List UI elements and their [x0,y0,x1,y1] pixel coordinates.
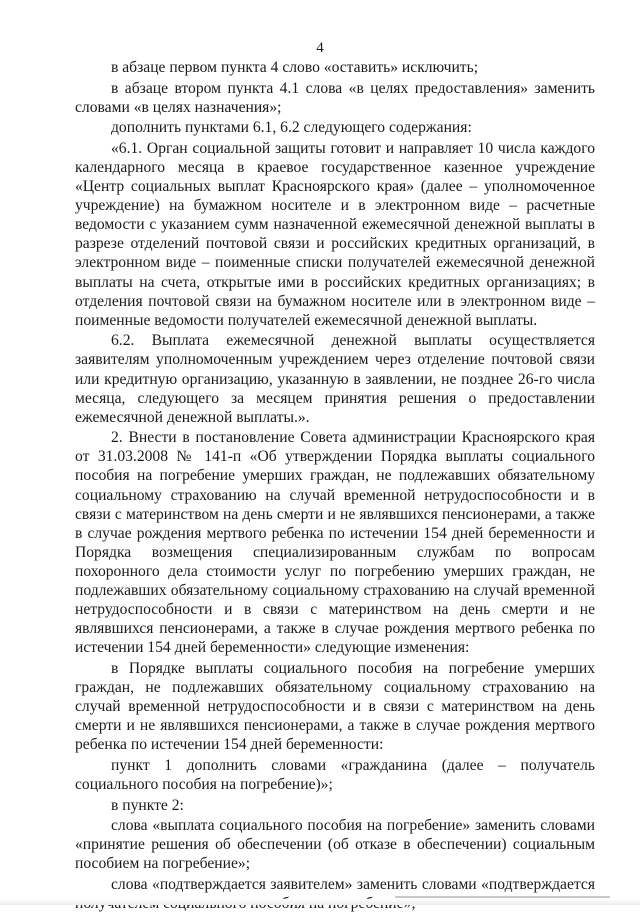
paragraph-3: дополнить пунктами 6.1, 6.2 следующего содержания: [111,119,472,137]
paragraph-1: в абзаце первом пункта 4 слово «оставить» исключить; [111,59,479,76]
scan-artifact [395,896,610,898]
document-body [75,58,595,915]
paragraph-7: в Порядке выплаты социального пособия на погребение умерших граждан, не подлежавших обязательному социальному страхованию на случай временной нетрудоспособности и в связи с материнством на день смерти и не являвшихся пенсионерами, а также в случае рождения мертвого ребенка по истечении 154 дней беременности: [75,659,595,754]
paragraph-4: «6.1. Орган социальной защиты готовит и направляет 10 числа каждого календарного месяца в краевое государственное казенное учреждение «Центр социальных выплат Красноярского края» (далее – уполномоченное учреждение) на бумажном носителе и в электронном виде – расчетные ведомости с указанием сумм назначенной ежемесячной денежной выплаты в разрезе отделений почтовой связи и российских кредитных организаций, в электронном виде – поименные списки получателей ежемесячной денежной выплаты на счета, открытые ими в российских кредитных организациях; в отделения почтовой связи на бумажном носителе или в электронном виде – поименные ведомости получателей ежемесячной денежной выплаты. [75,139,595,329]
paragraph-5: 6.2. Выплата ежемесячной денежной выплаты осуществляется заявителям уполномоченным учреждением через отделение почтовой связи или кредитную организацию, указанную в заявлении, не позднее 26-го числа месяца, следующего за месяцем принятия решения о предоставлении ежемесячной денежной выплаты.». [75,332,595,426]
paragraph-6: 2. Внести в постановление Совета администрации Красноярского края от 31.03.2008 № 141-п «Об утверждении Порядка выплаты социального пособия на погребение умерших граждан, не подлежавших обязательному социальному страхованию на случай временной нетрудоспособности и в связи с материнством на день смерти и не являвшихся пенсионерами, а также в случае рождения мертвого ребенка по истечении 154 дней беременности и Порядка возмещения специализированным службам по вопросам похоронного дела стоимости услуг по погребению умерших граждан, не подлежавших обязательному социальному страхованию на случай временной нетрудоспособности и в связи с материнством на день смерти и не являвшихся пенсионерами, а также в случае рождения мертвого ребенка по истечении 154 дней беременности» следующие изменения: [75,429,595,657]
paragraph-8: пункт 1 дополнить словами «гражданина (далее – получатель социального пособия на погребение)»; [75,756,595,793]
paragraph-11: слова «подтверждается заявителем» заменить словами «подтверждается [111,875,595,893]
paragraph-10: слова «выплата социального пособия на погребение» заменить словами «принятие решения об обеспечении (об отказе в обеспечении) социальным пособием на погребение»; [75,817,595,873]
scan-edge [0,899,640,905]
page-number: 4 [316,40,324,56]
paragraph-2: в абзаце втором пункта 4.1 слова «в целях предоставления» заменить словами «в целях назначения»; [75,79,595,116]
paragraph-9: в пункте 2: [111,796,184,814]
